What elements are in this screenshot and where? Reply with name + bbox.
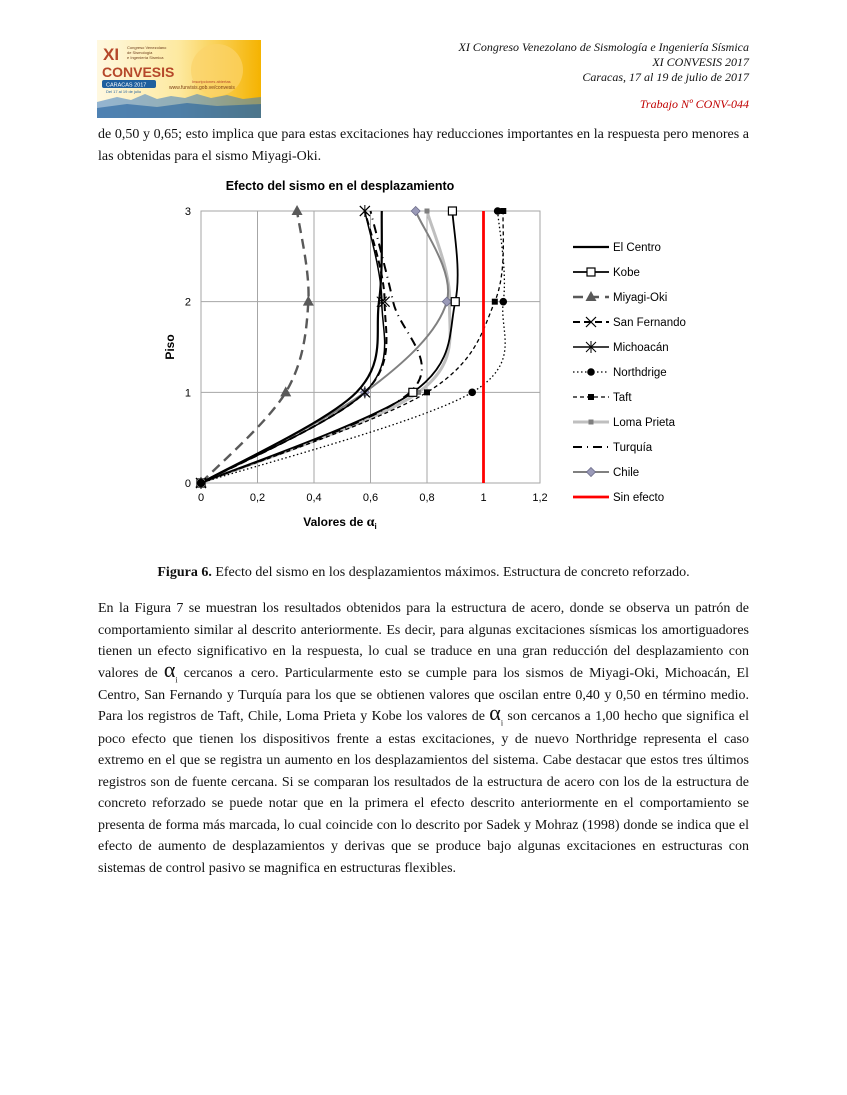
chart-legend [573,242,686,504]
chart-axes [185,206,548,504]
legend-entry [573,492,664,504]
x-axis-label-symbol: α [366,515,375,530]
x-tick-label: 0,8 [419,492,435,504]
legend-entry [573,442,653,454]
data-point-marker [468,389,476,397]
data-point-marker [411,207,420,216]
x-tick-label: 0,4 [306,492,322,504]
alpha-symbol [164,657,178,682]
logo-dates: Del 17 al 19 de julio [106,89,142,94]
alpha-symbol-2 [489,700,504,728]
x-axis-label-text: Valores de [303,515,367,529]
legend-label: Northdrige [613,367,667,379]
displacement-chart [140,172,720,547]
logo-line1: Congreso Venezolano [127,45,167,50]
paragraph-2-part1: En la Figura 7 se muestran los resultados obtenidos para la estructura de acero, donde se observa un patrón de comportamiento similar al descrito anteriormente. Es decir, para algunas excitaciones sísmicas los amortiguadores tienen un efecto significativo en la respuesta, lo cual se traduce en una gran reducción del desplazamiento con valores de [98,601,749,681]
series-line [201,211,309,483]
logo-line2: de Sismología [127,50,153,55]
paragraph-2-part2: cercanos a cero. Particularmente esto se cumple para los sismos de Miyagi-Oki, Michoacán, El Centro, San Fernando y Turquía para los que se obtienen valores que oscilan entre 0,40 y 0,50 en término medio. Para los registros de Taft, Chile, Loma Prieta y Kobe los valores de [98,665,749,725]
logo-line3: e Ingeniería Sísmica [127,55,164,60]
x-tick-label: 1 [480,492,487,504]
y-axis-label: Piso [163,334,177,360]
legend-entry [573,291,667,304]
legend-label: El Centro [613,242,661,254]
series-chile [197,207,452,488]
data-point-marker [303,296,314,306]
x-axis-label [303,515,376,531]
header-line2: XI CONVESIS 2017 [652,55,749,69]
x-tick-label: 0,2 [249,492,266,504]
series-line [201,211,450,483]
data-point-marker [425,209,430,214]
data-point-marker [587,368,595,376]
data-point-marker [587,468,596,477]
paragraph-1: de 0,50 y 0,65; esto implica que para estas excitaciones hay reducciones importantes en la respuesta pero menores a las obtenidas para el sismo Miyagi-Oki. [98,127,749,164]
data-point-marker [587,268,595,276]
series-northdrige [197,207,507,487]
y-tick-label: 3 [184,206,191,218]
series-line [201,211,505,483]
series-taft [198,208,506,486]
logo-name: CONVESIS [102,64,175,80]
figure-caption [0,565,847,581]
legend-label: Miyagi-Oki [613,292,668,304]
data-point-marker [451,298,459,306]
logo-roman: XI [103,45,120,64]
data-point-marker [409,388,417,396]
legend-entry [573,467,639,479]
legend-label: Taft [613,392,632,404]
legend-label: Sin efecto [613,492,665,504]
data-point-marker [494,207,502,215]
series-el-centro [201,211,382,483]
legend-label: Turquía [613,442,653,454]
series-loma-prieta [199,209,453,486]
legend-entry [573,417,676,429]
data-point-marker [589,420,594,425]
legend-label: Loma Prieta [613,417,676,429]
caption-label: Figura 6. [157,565,212,580]
alpha-char: α [163,656,176,682]
data-point-marker [197,479,205,487]
alpha-sub: i [175,674,178,684]
legend-label: San Fernando [613,317,686,329]
x-tick-label: 0,6 [362,492,379,504]
logo-city-badge: CARACAS 2017 [106,82,147,89]
page-header [458,40,749,112]
legend-entry [573,367,667,379]
legend-label: Kobe [613,267,640,279]
x-tick-label: 1,2 [532,492,548,504]
data-point-marker [499,298,507,306]
paragraph-2-part3: son cercanos a 1,00 hecho que significa el poco efecto que tienen los dispositivos frente a estas excitaciones, y de nuevo Northridge representa el caso extremo en el que se registra un aumento en los desplazamientos del sistema. Cabe destacar que estos tres últimos registros son de fuente cercana. Si se comparan los resultados de la estructura de acero con los de la estructura de concreto reforzado se puede notar que en la primera el efecto descrito anteriormente en el comportamiento se presenta de forma más marcada, lo cual coincide con lo descrito por Sadek y Mohraz (1998) donde se indica que el efecto de aumento de desplazamientos y derivas que se produce bajo algunas excitaciones en estructuras con sistemas de control pasivo se magnifica en estructuras flexibles. [98,709,749,876]
legend-entry [573,242,661,254]
series-line [201,211,503,483]
chart-grid [201,211,540,483]
alpha-sub-2: i [500,718,504,728]
legend-entry [573,392,632,404]
legend-entry [573,317,686,329]
data-point-marker [292,205,303,215]
series-san-fernando [196,206,390,488]
data-point-marker [588,394,594,400]
series-line [201,211,448,483]
legend-label: Michoacán [613,342,669,354]
header-line3: Caracas, 17 al 19 de julio de 2017 [582,70,749,84]
legend-label: Chile [613,467,640,479]
y-tick-label: 0 [184,478,191,490]
legend-entry [573,267,640,279]
series-line [201,211,382,483]
convesis-logo [97,40,261,118]
series-line [201,211,385,483]
data-point-marker [492,299,498,305]
paragraph-2 [98,598,749,879]
data-point-marker [424,389,430,395]
series-miyagi-oki [196,205,314,487]
logo-registration: Inscripciones abiertas [192,79,231,84]
data-point-marker [448,207,456,215]
chart-plot-area [196,205,508,489]
series-michoac-n [196,205,387,489]
header-trabajo: Trabajo Nº CONV-044 [639,97,749,111]
y-tick-label: 2 [184,296,191,309]
caption-text: Efecto del sismo en los desplazamientos máximos. Estructura de concreto reforzado. [211,565,690,580]
alpha-char-2: α [489,700,501,726]
logo-url: www.funvisis.gob.ve/convesis [169,85,235,91]
x-axis-label-sub: i [374,522,377,531]
x-tick-label: 0 [197,492,205,504]
chart-title: Efecto del sismo en el desplazamiento [225,179,455,193]
legend-entry [573,341,669,354]
y-tick-label: 1 [184,387,191,400]
header-line1: XI Congreso Venezolano de Sismología e Ingeniería Sísmica [458,40,749,54]
series-line [201,211,386,483]
